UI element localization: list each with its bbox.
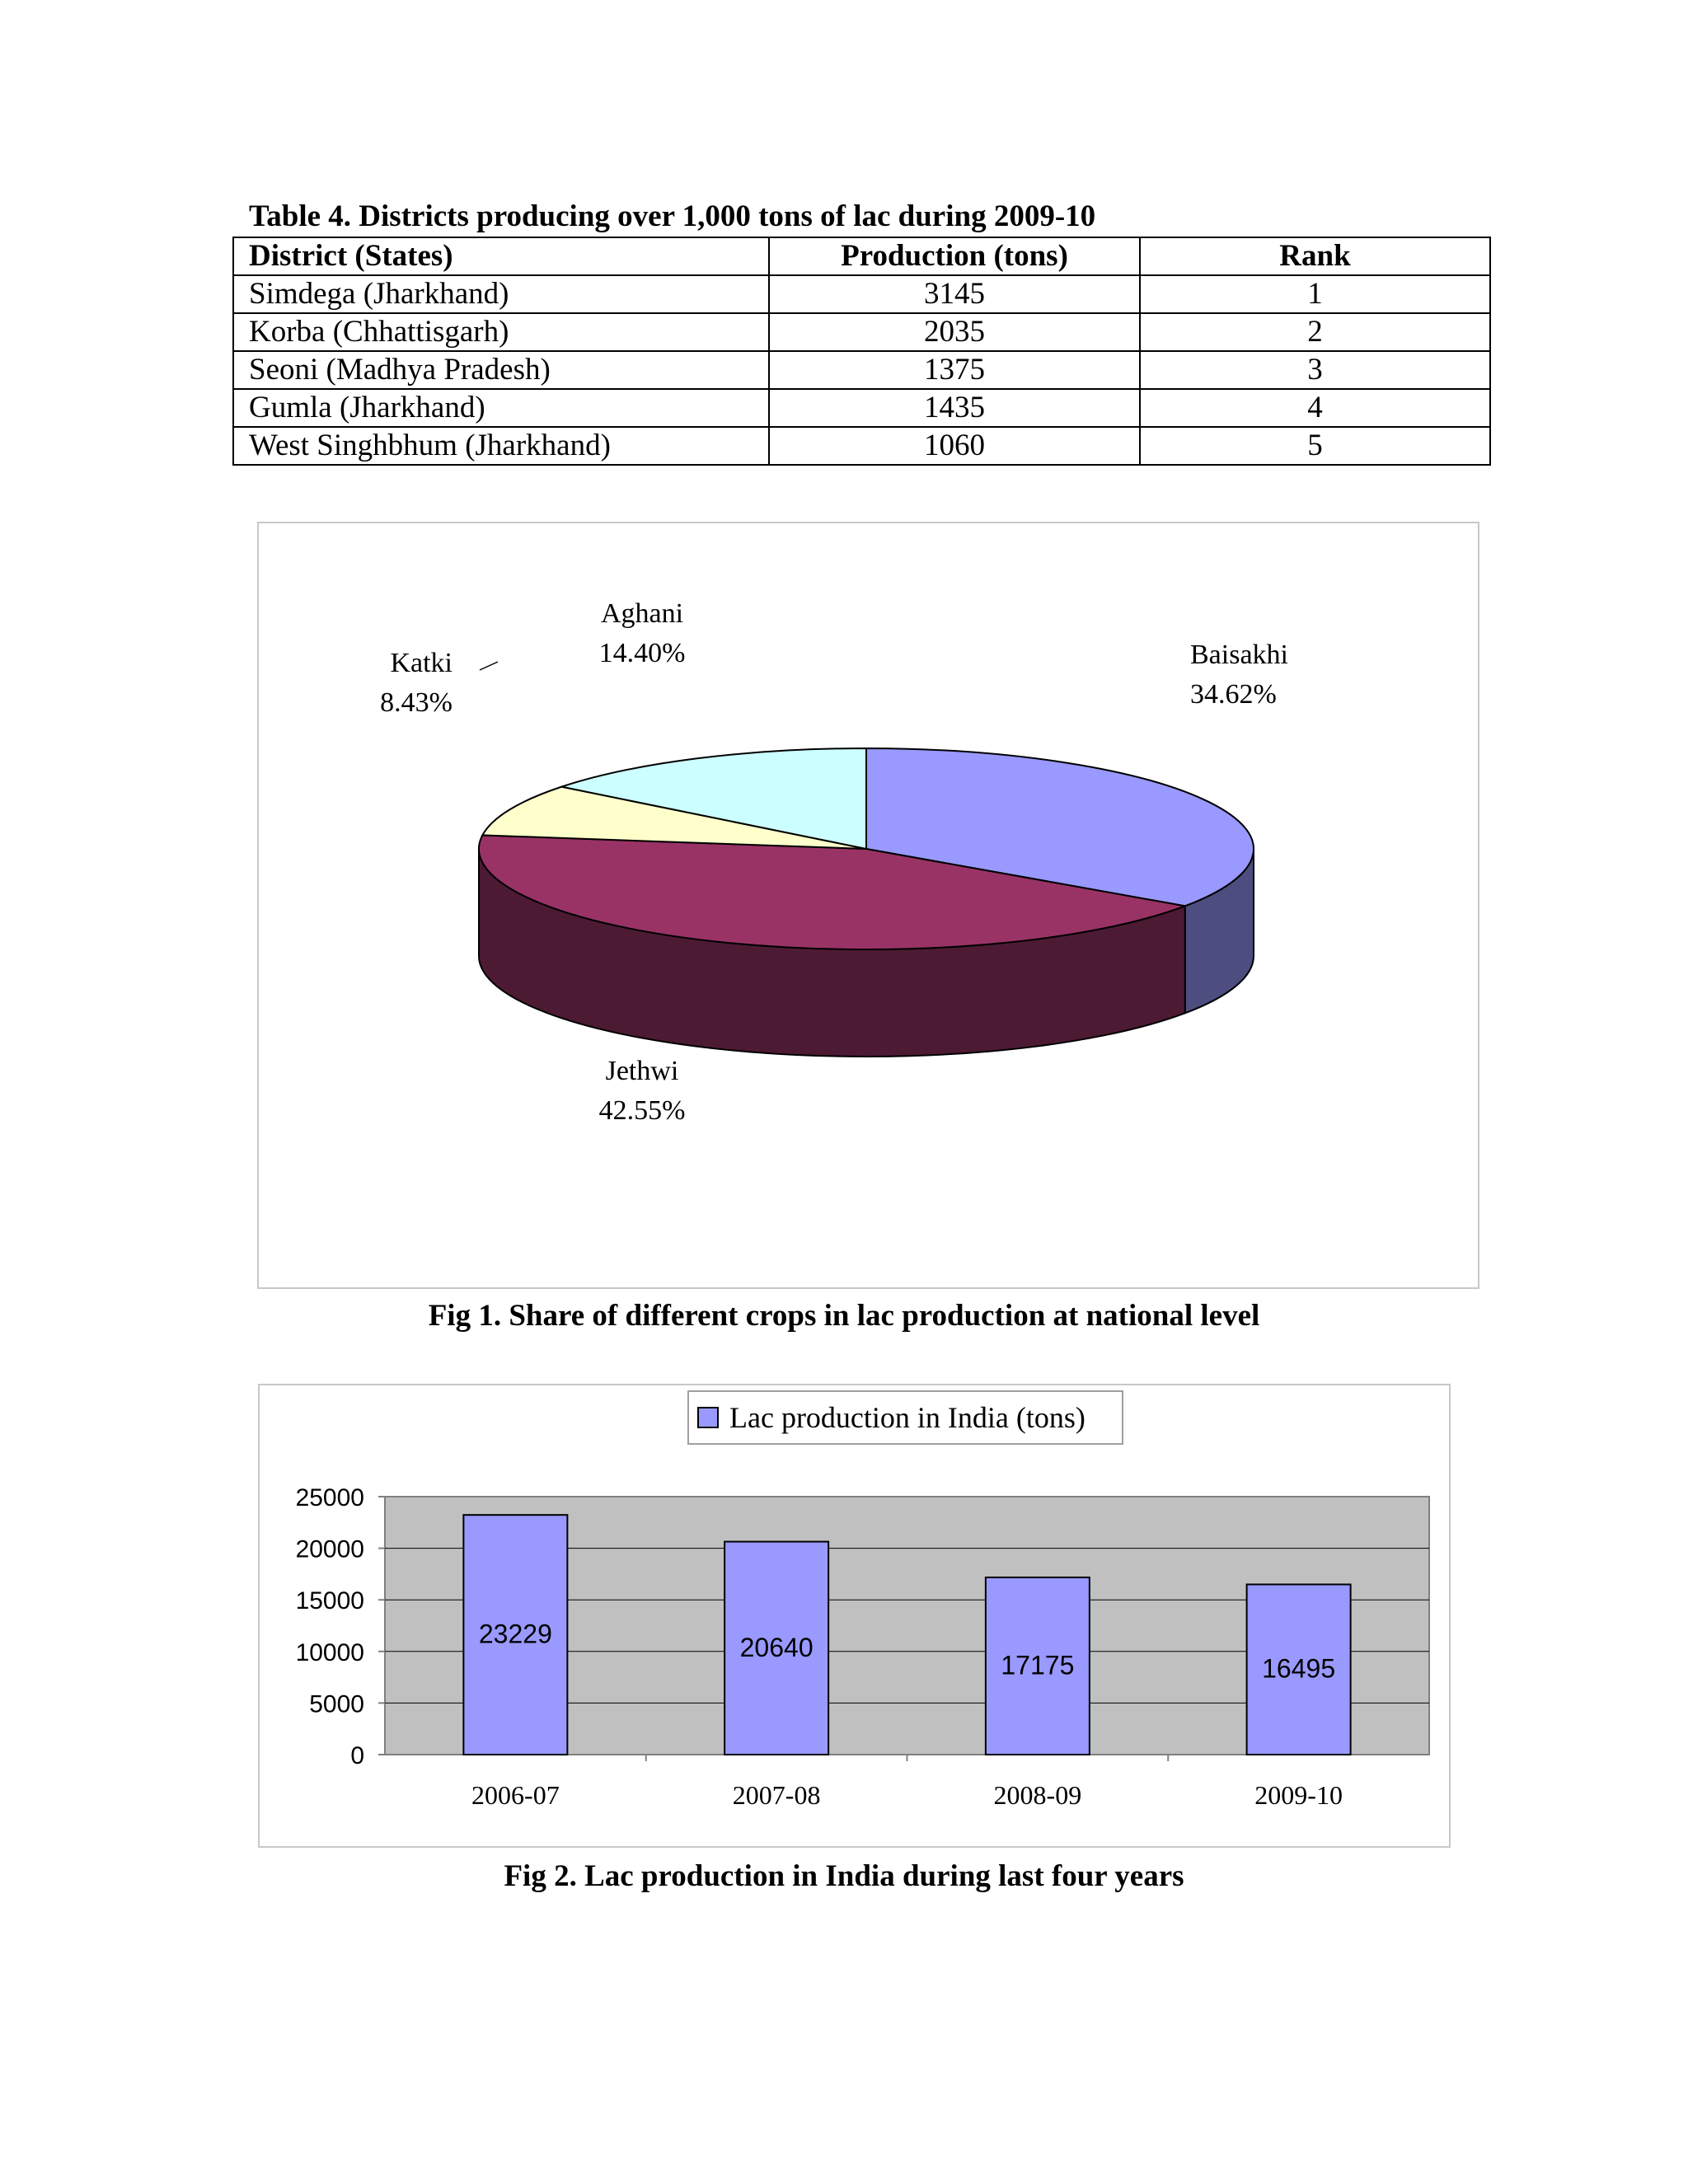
- header-production: Production (tons): [769, 237, 1140, 275]
- pie-label-aghani: Aghani: [600, 598, 684, 629]
- cell-rank: 4: [1140, 389, 1490, 427]
- legend-label: Lac production in India (tons): [729, 1401, 1085, 1434]
- cell-district: Simdega (Jharkhand): [233, 275, 769, 313]
- x-tick-label: 2009-10: [1254, 1780, 1343, 1810]
- pie-percent-jethwi: 42.55%: [598, 1095, 686, 1126]
- cell-rank: 1: [1140, 275, 1490, 313]
- bar-chart-frame: [258, 1384, 1451, 1848]
- district-production-table: [232, 237, 1491, 466]
- cell-rank: 3: [1140, 351, 1490, 389]
- table-row: [233, 427, 1490, 465]
- bar-value-label: 20640: [739, 1632, 814, 1662]
- pie-label-katki: Katki: [390, 648, 452, 678]
- bar-value-label: 17175: [1001, 1650, 1075, 1680]
- y-tick-label: 0: [350, 1742, 364, 1769]
- table-row: [233, 351, 1490, 389]
- pie-chart: [259, 523, 1478, 1287]
- x-tick-label: 2007-08: [732, 1780, 821, 1810]
- y-tick-label: 20000: [295, 1535, 364, 1563]
- x-tick-label: 2006-07: [471, 1780, 560, 1810]
- katki-leader-line: [480, 662, 498, 670]
- bar-value-label: 16495: [1262, 1653, 1336, 1684]
- table-row: [233, 313, 1490, 351]
- figure-2-caption: Fig 2. Lac production in India during last four years: [504, 1859, 1184, 1893]
- bar-chart: [260, 1385, 1449, 1846]
- y-tick-label: 25000: [295, 1484, 364, 1511]
- bar-value-label: 23229: [478, 1619, 552, 1649]
- y-tick-label: 15000: [295, 1587, 364, 1615]
- cell-district: West Singhbhum (Jharkhand): [233, 427, 769, 465]
- cell-production: 3145: [769, 275, 1140, 313]
- y-tick-label: 5000: [309, 1690, 364, 1718]
- header-district: District (States): [233, 237, 769, 275]
- cell-rank: 5: [1140, 427, 1490, 465]
- cell-district: Gumla (Jharkhand): [233, 389, 769, 427]
- table-caption: Table 4. Districts producing over 1,000 tons of lac during 2009-10: [249, 199, 1096, 233]
- table-row: [233, 389, 1490, 427]
- pie-percent-katki: 8.43%: [380, 687, 452, 718]
- pie-label-jethwi: Jethwi: [605, 1056, 679, 1086]
- pie-percent-baisakhi: 34.62%: [1190, 679, 1277, 710]
- table-header-row: [233, 237, 1490, 275]
- cell-rank: 2: [1140, 313, 1490, 351]
- cell-district: Seoni (Madhya Pradesh): [233, 351, 769, 389]
- pie-chart-frame: [257, 522, 1479, 1289]
- header-rank: Rank: [1140, 237, 1490, 275]
- table-row: [233, 275, 1490, 313]
- legend-swatch: [698, 1408, 718, 1427]
- pie-label-baisakhi: Baisakhi: [1190, 640, 1288, 670]
- cell-district: Korba (Chhattisgarh): [233, 313, 769, 351]
- cell-production: 1435: [769, 389, 1140, 427]
- cell-production: 1060: [769, 427, 1140, 465]
- cell-production: 1375: [769, 351, 1140, 389]
- figure-1-caption: Fig 1. Share of different crops in lac production at national level: [428, 1299, 1260, 1333]
- y-tick-label: 10000: [295, 1638, 364, 1666]
- pie-percent-aghani: 14.40%: [598, 638, 686, 668]
- cell-production: 2035: [769, 313, 1140, 351]
- x-tick-label: 2008-09: [993, 1780, 1082, 1810]
